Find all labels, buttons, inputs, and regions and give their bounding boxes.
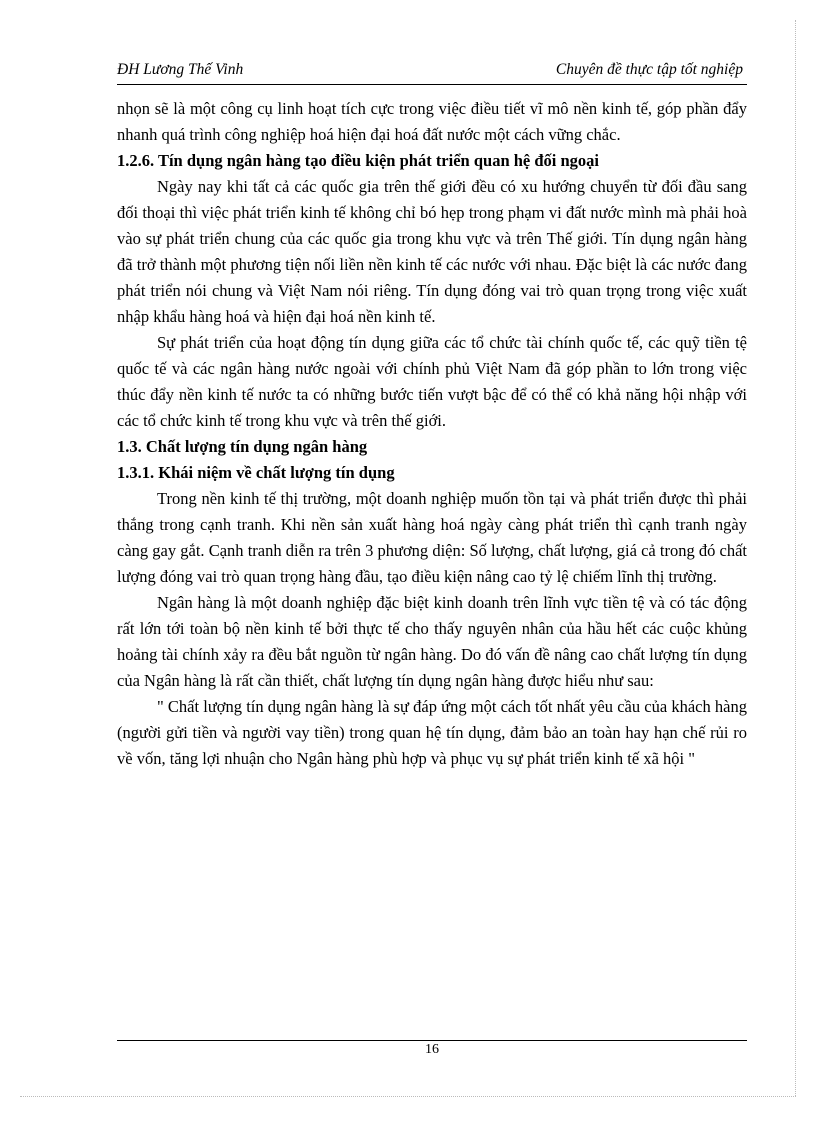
paragraph-bank-definition: Ngân hàng là một doanh nghiệp đặc biệt kinh doanh trên lĩnh vực tiền tệ và có tác động rất lớn tới toàn bộ nền kinh tế bởi thực tế cho thấy nguyên nhân của hầu hết các cuộc khủng hoảng tài chính xảy ra đều bắt nguồn từ ngân hàng. Do đó vấn đề nâng cao chất lượng tín dụng của Ngân hàng là rất cần thiết, chất lượng tín dụng ngân hàng được hiểu như sau: xyxy=(117,593,747,690)
page-edge-bottom xyxy=(20,1096,796,1097)
paragraph-quality-quote: " Chất lượng tín dụng ngân hàng là sự đáp ứng một cách tốt nhất yêu cầu của khách hàng (người gửi tiền và người vay tiền) trong quan hệ tín dụng, đảm bảo an toàn hay hạn chế rủi ro về vốn, tăng lợi nhuận cho Ngân hàng phù hợp và phục vụ sự phát triển kinh tế xã hội " xyxy=(117,697,747,768)
paragraph-continuation: nhọn sẽ là một công cụ linh hoạt tích cực trong việc điều tiết vĩ mô nền kinh tế, góp phần đẩy nhanh quá trình công nghiệp hoá hiện đại hoá đất nước một cách vững chắc. xyxy=(117,99,747,144)
paragraph-market-competition: Trong nền kinh tế thị trường, một doanh nghiệp muốn tồn tại và phát triển được thì phải thắng trong cạnh tranh. Khi nền sản xuất hàng hoá ngày càng phát triển thì cạnh tranh ngày càng gay gắt. Cạnh tranh diễn ra trên 3 phương diện: Số lượng, chất lượng, giá cả trong đó chất lượng đóng vai trò quan trọng hàng đầu, tạo điều kiện nâng cao tỷ lệ chiếm lĩnh thị trường. xyxy=(117,489,747,586)
heading-1-3: 1.3. Chất lượng tín dụng ngân hàng xyxy=(117,437,368,456)
header-document-title: Chuyên đề thực tập tốt nghiệp xyxy=(555,61,743,78)
header-institution: ĐH Lương Thế Vinh xyxy=(117,61,244,78)
page-content xyxy=(117,96,747,772)
heading-1-2-6: 1.2.6. Tín dụng ngân hàng tạo điều kiện phát triển quan hệ đối ngoại xyxy=(117,151,600,170)
footer-divider xyxy=(117,1040,747,1041)
page-edge-right xyxy=(795,20,796,1096)
paragraph-international-credit: Sự phát triển của hoạt động tín dụng giữa các tổ chức tài chính quốc tế, các quỹ tiền tệ quốc tế và các ngân hàng nước ngoài với chính phủ Việt Nam đã góp phần to lớn trong việc thúc đẩy nền kinh tế nước ta có những bước tiến vượt bậc để có thể có khả năng hội nhập với các tổ chức kinh tế trong khu vực và trên thế giới. xyxy=(117,333,747,430)
heading-1-3-1: 1.3.1. Khái niệm về chất lượng tín dụng xyxy=(117,463,395,482)
paragraph-foreign-relations: Ngày nay khi tất cả các quốc gia trên thế giới đều có xu hướng chuyển từ đối đầu sang đối thoại thì việc phát triển kinh tế không chỉ bó hẹp trong phạm vi đất nước mình mà phải hoà vào sự phát triển chung của các quốc gia trong khu vực và trên Thế giới. Tín dụng ngân hàng đã trở thành một phương tiện nối liền nền kinh tế các nước với nhau. Đặc biệt là các nước đang phát triển nói chung và Việt Nam nói riêng. Tín dụng đóng vai trò quan trọng trong việc xuất nhập khẩu hàng hoá và hiện đại hoá nền kinh tế. xyxy=(117,177,747,326)
page-header xyxy=(117,60,747,85)
page-number: 16 xyxy=(425,1042,439,1057)
